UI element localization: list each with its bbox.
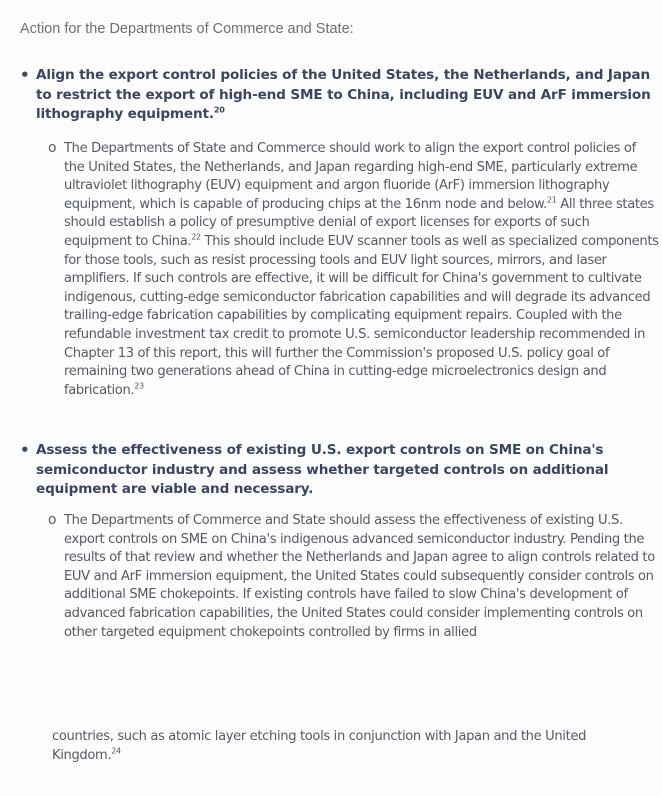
section-intro-heading: Action for the Departments of Commerce and State: bbox=[20, 21, 354, 37]
detail-paragraph: The Departments of Commerce and State should assess the effectiveness of existing U.S. export controls on SME on China's indigenous advanced semiconductor industry. Pending the results of that review and whether the Netherlands and Japan agree to align controls related to EUV and ArF immersion equipment, the United States could subsequently consider controls on additional SME chokepoints. If existing controls have failed to slow China's development of advanced fabrication capabilities, the United States could consider implementing controls on other targeted equipment chokepoints controlled by firms in allied bbox=[64, 513, 655, 640]
recommendation-1 bbox=[18, 66, 658, 125]
recommendation-2 bbox=[18, 441, 658, 500]
bullet-icon: • bbox=[20, 66, 30, 84]
bullet-icon: • bbox=[20, 441, 30, 459]
recommendation-title: Align the export control policies of the United States, the Netherlands, and Japan to restrict the export of high-end SME to China, including EUV and ArF immersion lithography equipment.$^{20}$ bbox=[36, 67, 651, 122]
footnote-ref[interactable]: 24 bbox=[111, 746, 121, 756]
sub-bullet-icon: o bbox=[48, 512, 57, 528]
recommendation-title: Assess the effectiveness of existing U.S. export controls on SME on China's semiconductor industry and assess whether targeted controls on additional equipment are viable and necessary. bbox=[36, 442, 609, 497]
recommendation-2-detail bbox=[48, 512, 660, 642]
footnote-ref[interactable]: 20 bbox=[213, 105, 225, 115]
footnote-ref[interactable]: 22 bbox=[191, 232, 201, 242]
detail-paragraph: The Departments of State and Commerce should work to align the export control policies of the United States, the Netherlands, and Japan regarding high-end SME, particularly extreme ultraviolet lithography (EUV) equipment and argon fluoride (ArF) immersion lithography equipment, which is capable of producing chips at the 16nm node and below.$^{21}$ All three states should establish a policy of presumptive denial of export licenses for exports of such equipment to China.$^{22}$ This should include EUV scanner tools as well as specialized components for those tools, such as resist processing tools and EUV light sources, mirrors, and laser amplifiers. If such controls are effective, it will be difficult for China's government to cultivate indigenous, cutting-edge semiconductor fabrication capabilities and will degrade its advanced trailing-edge fabrication capabilities by complicating equipment repairs. Coupled with the refundable investment tax credit to promote U.S. semiconductor leadership recommended in Chapter 13 of this report, this will further the Commission's proposed U.S. policy goal of remaining two generations ahead of China in cutting-edge microelectronics design and fabrication.$^{23}$ bbox=[64, 141, 659, 398]
footnote-ref[interactable]: 21 bbox=[546, 195, 557, 205]
recommendation-1-detail bbox=[48, 140, 660, 400]
footnote-ref[interactable]: 23 bbox=[134, 381, 144, 391]
sub-bullet-icon: o bbox=[48, 140, 57, 156]
detail-paragraph-continuation: countries, such as atomic layer etching tools in conjunction with Japan and the United Kingdom.$^{24}$ bbox=[52, 729, 587, 763]
